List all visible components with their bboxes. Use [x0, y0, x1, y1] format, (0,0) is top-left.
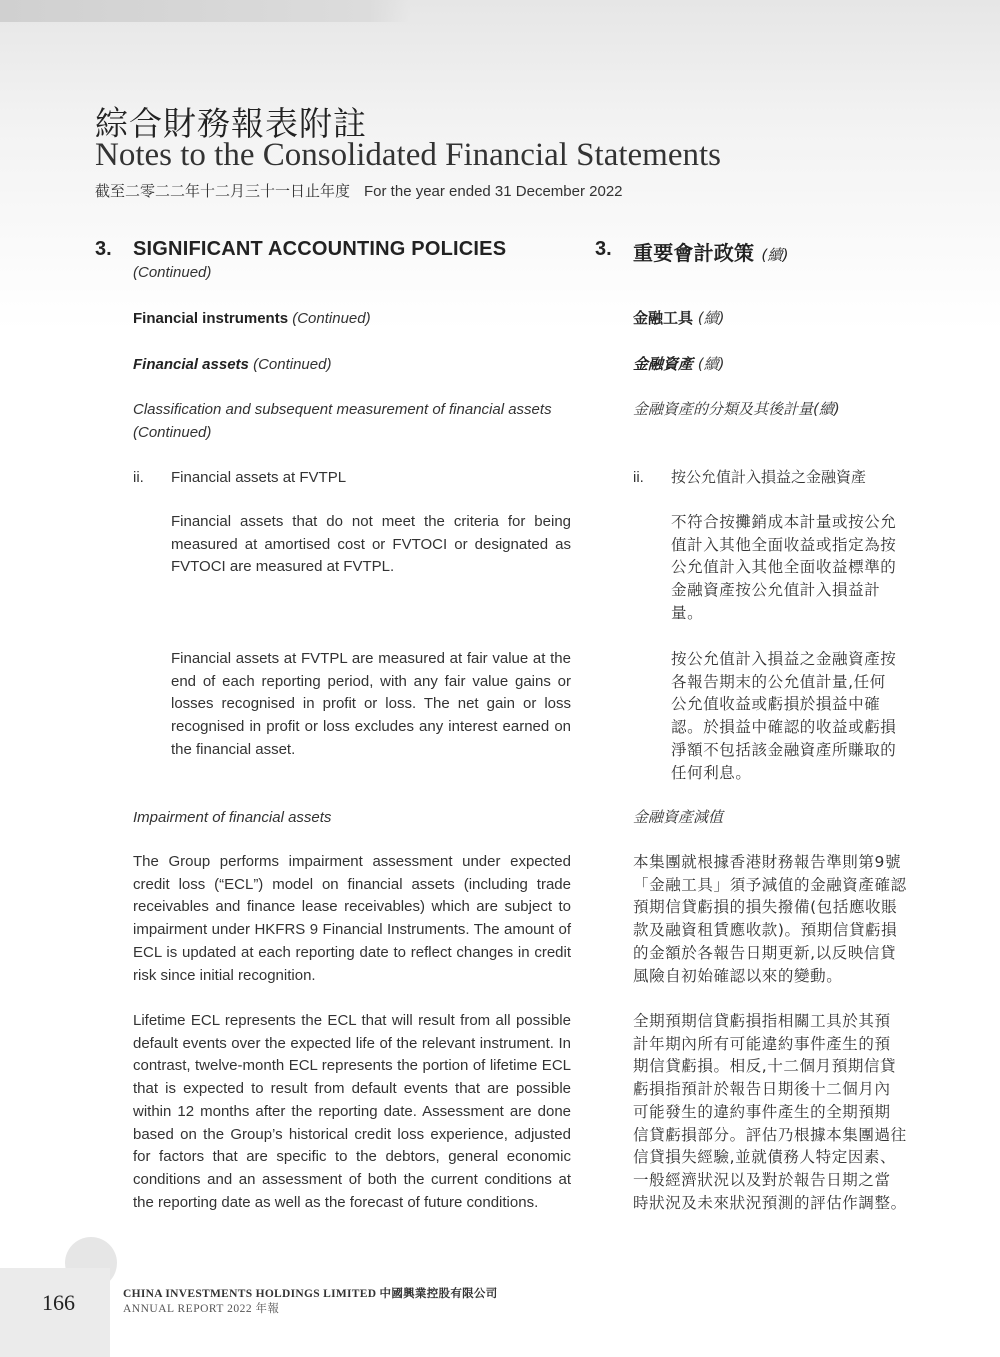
text-line: 按公允值計入損益之金融資產按 [671, 650, 897, 668]
fvtpl-paragraph-2-en: Financial assets at FVTPL are measured at fair value at the end of each reporting period, with any fair value gains or losses recognised in profit or loss. The net gain or loss recognised in profit or loss excludes any interest earned on the financial asset. [171, 650, 571, 758]
impairment-paragraph-1-en: The Group performs impairment assessment under expected credit loss (“ECL”) model on financial assets (including trade receivables and finance lease receivables) which are subject to impairment under HKFRS 9 Financial Instruments. The amount of ECL is updated at each reporting date to reflect changes in credit risk since initial recognition. [133, 853, 571, 984]
text-line: 認。於損益中確認的收益或虧損 [671, 718, 897, 737]
classification-heading-en: Classification and subsequent measurement of financial assets [133, 401, 552, 418]
text-line: 信貸損失經驗,並就債務人特定因素、 [633, 1148, 897, 1167]
text-line: 不符合按攤銷成本計量或按公允 [671, 513, 897, 531]
text-line: 虧損指預計於報告日期後十二個月內 [633, 1080, 891, 1099]
period-en: For the year ended 31 December 2022 [364, 183, 623, 200]
text-line: 各報告期末的公允值計量,任何 [671, 672, 886, 691]
footer-company-name: CHINA INVESTMENTS HOLDINGS LIMITED 中國興業控股有限公司 [123, 1288, 498, 1300]
fa-heading-en [133, 353, 331, 376]
text-line: 信貸虧損部分。評估乃根據本集團過往 [633, 1125, 907, 1144]
text-line: 「金融工具」須予減值的金融資產確認 [633, 875, 907, 894]
fvtpl-paragraph-2-zh [671, 648, 896, 784]
section-title-zh-text: 重要會計政策 [633, 241, 755, 265]
text-line: 任何利息。 [671, 763, 752, 782]
footer-report-title: ANNUAL REPORT 2022 年報 [123, 1303, 280, 1315]
fvtpl-paragraph-1-zh [671, 511, 896, 625]
item-title-zh: 按公允值計入損益之金融資產 [671, 468, 867, 486]
fa-continued-en: (Continued) [253, 356, 332, 373]
text-line: 全期預期信貸虧損指相關工具於其預 [633, 1012, 891, 1030]
page-number: 166 [42, 1290, 75, 1315]
text-line: 金融資產按公允值計入損益計 [671, 581, 881, 600]
fa-label-en: Financial assets [133, 356, 249, 373]
text-line: 淨額不包括該金融資產所賺取的 [671, 740, 897, 759]
section-continued-en: (Continued) [133, 264, 212, 281]
text-line: 公允值收益或虧損於損益中確 [671, 695, 881, 714]
fi-label-en: Financial instruments [133, 310, 289, 327]
fvtpl-paragraph-1-en: Financial assets that do not meet the criteria for being measured at amortised cost or FVTOCI or designated as FVTOCI are measured at FVTPL. [171, 513, 571, 576]
section-number-en: 3. [95, 238, 112, 260]
section-number-zh: 3. [595, 238, 612, 260]
section-title-zh [633, 237, 789, 266]
period-subtitle [95, 180, 623, 201]
text-line: 預期信貸虧損的損失撥備(包括應收賬 [633, 898, 898, 917]
text-line: 期信貸虧損。相反,十二個月預期信貸 [633, 1057, 897, 1076]
fi-heading-zh [633, 307, 725, 330]
text-line: 本集團就根據香港財務報告準則第9號 [633, 853, 902, 871]
text-line: 可能發生的違約事件產生的全期預期 [633, 1102, 891, 1121]
page-title-en: Notes to the Consolidated Financial Statements [95, 137, 721, 173]
section-continued-zh: (續) [761, 246, 789, 264]
header-band [0, 0, 410, 22]
text-line: 時狀況及未來狀況預測的評估作調整。 [633, 1193, 907, 1212]
fa-label-zh: 金融資產 [633, 355, 694, 373]
impairment-paragraph-2-en: Lifetime ECL represents the ECL that will result from all possible default events over the expected life of the relevant instrument. In contrast, twelve-month ECL represents the portion of lifetime ECL that is expected to result from default events that are possible within 12 months after the reporting date. Assessment are done based on the Group’s historical credit loss experience, adjusted for factors that are specific to the debtors, general economic conditions and an assessment of both the current conditions at the reporting date as well as the forecast of future conditions. [133, 1012, 571, 1211]
fi-label-zh: 金融工具 [633, 309, 694, 327]
classification-continued-en: (Continued) [133, 424, 212, 441]
item-number-en: ii. [133, 469, 144, 486]
text-line: 量。 [671, 603, 704, 622]
section-title-en: SIGNIFICANT ACCOUNTING POLICIES [133, 238, 507, 260]
impairment-heading-en: Impairment of financial assets [133, 809, 332, 826]
fa-heading-zh [633, 353, 725, 376]
item-number-zh: ii. [633, 469, 644, 486]
text-line: 款及融資租賃應收款)。預期信貸虧損 [633, 921, 898, 940]
classification-heading-zh: 金融資產的分類及其後計量(續) [633, 400, 840, 418]
period-zh: 截至二零二二年十二月三十一日止年度 [95, 183, 351, 200]
text-line: 的金額於各報告日期更新,以反映信貸 [633, 943, 897, 962]
impairment-paragraph-1-zh [633, 851, 907, 987]
text-line: 一般經濟狀況以及對於報告日期之當 [633, 1170, 891, 1189]
page-title-zh: 綜合財務報表附註 [95, 104, 367, 143]
impairment-heading-zh: 金融資產減值 [633, 808, 724, 826]
text-line: 值計入其他全面收益或指定為按 [671, 535, 897, 554]
text-line: 風險自初始確認以來的變動。 [633, 966, 843, 985]
text-line: 計年期內所有可能違約事件產生的預 [633, 1034, 891, 1053]
fi-continued-en: (Continued) [292, 310, 371, 327]
fa-continued-zh: (續) [697, 355, 725, 373]
impairment-paragraph-2-zh [633, 1010, 907, 1214]
item-title-en: Financial assets at FVTPL [171, 469, 347, 486]
fi-heading-en [133, 307, 371, 330]
fi-continued-zh: (續) [697, 309, 725, 327]
text-line: 公允值計入其他全面收益標準的 [671, 558, 897, 577]
